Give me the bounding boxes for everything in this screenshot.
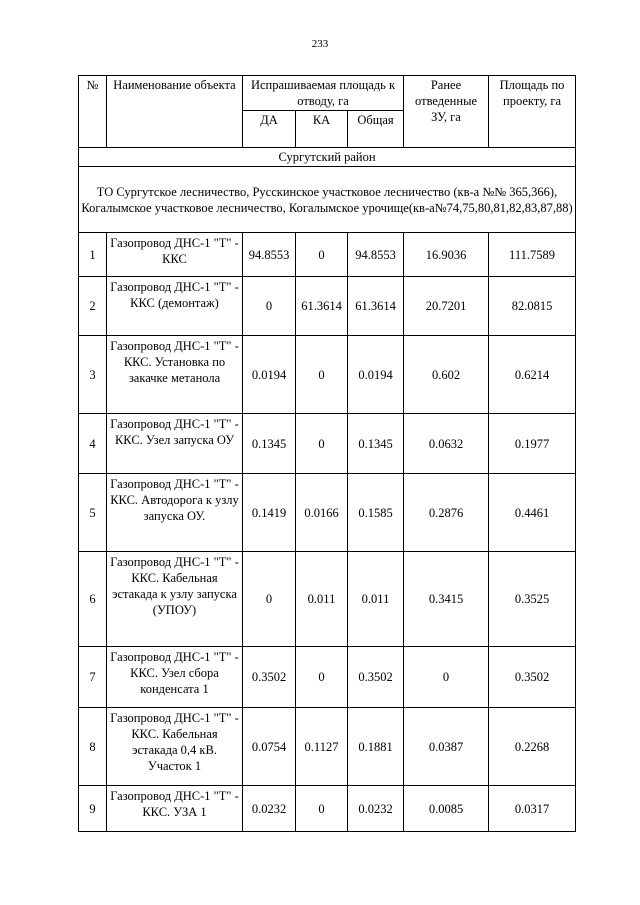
object-name: Газопровод ДНС-1 "Т" - ККС. Узел запуска ОУ [107,414,243,474]
object-name: Газопровод ДНС-1 "Т" - ККС (демонтаж) [107,277,243,336]
header-total: Общая [348,111,404,148]
total-area: 94.8553 [348,233,404,277]
total-area: 0.1585 [348,474,404,552]
da-area: 0.1419 [243,474,296,552]
row-number: 5 [79,474,107,552]
earlier-allocated: 0.0632 [404,414,489,474]
da-area: 94.8553 [243,233,296,277]
earlier-allocated: 16.9036 [404,233,489,277]
forestry-row [79,167,576,233]
table-row [79,786,576,832]
project-area: 0.3525 [489,552,576,647]
ka-area: 0 [296,233,348,277]
header-project: Площадь по проекту, га [489,76,576,148]
row-number: 9 [79,786,107,832]
object-name: Газопровод ДНС-1 "Т" - ККС. Кабельная эстакада к узлу запуска (УПОУ) [107,552,243,647]
da-area: 0.0194 [243,336,296,414]
project-area: 0.2268 [489,708,576,786]
project-area: 82.0815 [489,277,576,336]
object-name: Газопровод ДНС-1 "Т" - ККС [107,233,243,277]
object-name: Газопровод ДНС-1 "Т" - ККС. Узел сбора конденсата 1 [107,647,243,708]
table-row [79,708,576,786]
table-row [79,474,576,552]
total-area: 0.1345 [348,414,404,474]
object-name: Газопровод ДНС-1 "Т" - ККС. Установка по закачке метанола [107,336,243,414]
row-number: 3 [79,336,107,414]
district-title: Сургутский район [79,148,576,167]
row-number: 1 [79,233,107,277]
ka-area: 61.3614 [296,277,348,336]
header-ka: КА [296,111,348,148]
earlier-allocated: 0.3415 [404,552,489,647]
header-num: № [79,76,107,148]
row-number: 8 [79,708,107,786]
earlier-allocated: 0.0085 [404,786,489,832]
row-number: 7 [79,647,107,708]
project-area: 0.6214 [489,336,576,414]
total-area: 0.3502 [348,647,404,708]
row-number: 6 [79,552,107,647]
earlier-allocated: 0.0387 [404,708,489,786]
da-area: 0.0232 [243,786,296,832]
forestry-description: ТО Сургутское лесничество, Русскинское участковое лесничество (кв-а №№ 365,366), Когалымское участковое лесничество, Когалымское урочище(кв-а№74,75,80,81,82,83,87,88) [79,167,576,233]
earlier-allocated: 0.2876 [404,474,489,552]
earlier-allocated: 20.7201 [404,277,489,336]
table-row [79,552,576,647]
table-row [79,414,576,474]
project-area: 111.7589 [489,233,576,277]
page-number: 233 [311,38,329,50]
total-area: 0.0194 [348,336,404,414]
header-requested: Испрашиваемая площадь к отводу, га [243,76,404,111]
district-row [79,148,576,167]
table-row [79,336,576,414]
earlier-allocated: 0 [404,647,489,708]
header-da: ДА [243,111,296,148]
earlier-allocated: 0.602 [404,336,489,414]
header-earlier: Ранее отведенные ЗУ, га [404,76,489,148]
table-row [79,647,576,708]
row-number: 4 [79,414,107,474]
row-number: 2 [79,277,107,336]
table-header-row [79,76,576,111]
da-area: 0.3502 [243,647,296,708]
total-area: 0.1881 [348,708,404,786]
da-area: 0 [243,552,296,647]
ka-area: 0 [296,336,348,414]
project-area: 0.1977 [489,414,576,474]
object-name: Газопровод ДНС-1 "Т" - ККС. Автодорога к узлу запуска ОУ. [107,474,243,552]
table-row [79,233,576,277]
da-area: 0 [243,277,296,336]
total-area: 61.3614 [348,277,404,336]
da-area: 0.1345 [243,414,296,474]
header-name: Наименование объекта [107,76,243,148]
table-row [79,277,576,336]
project-area: 0.0317 [489,786,576,832]
object-name: Газопровод ДНС-1 "Т" - ККС. Кабельная эстакада 0,4 кВ. Участок 1 [107,708,243,786]
land-allocation-table [78,75,576,832]
total-area: 0.011 [348,552,404,647]
ka-area: 0 [296,647,348,708]
ka-area: 0.011 [296,552,348,647]
project-area: 0.3502 [489,647,576,708]
project-area: 0.4461 [489,474,576,552]
total-area: 0.0232 [348,786,404,832]
ka-area: 0 [296,414,348,474]
object-name: Газопровод ДНС-1 "Т" - ККС. УЗА 1 [107,786,243,832]
ka-area: 0.1127 [296,708,348,786]
ka-area: 0 [296,786,348,832]
ka-area: 0.0166 [296,474,348,552]
da-area: 0.0754 [243,708,296,786]
